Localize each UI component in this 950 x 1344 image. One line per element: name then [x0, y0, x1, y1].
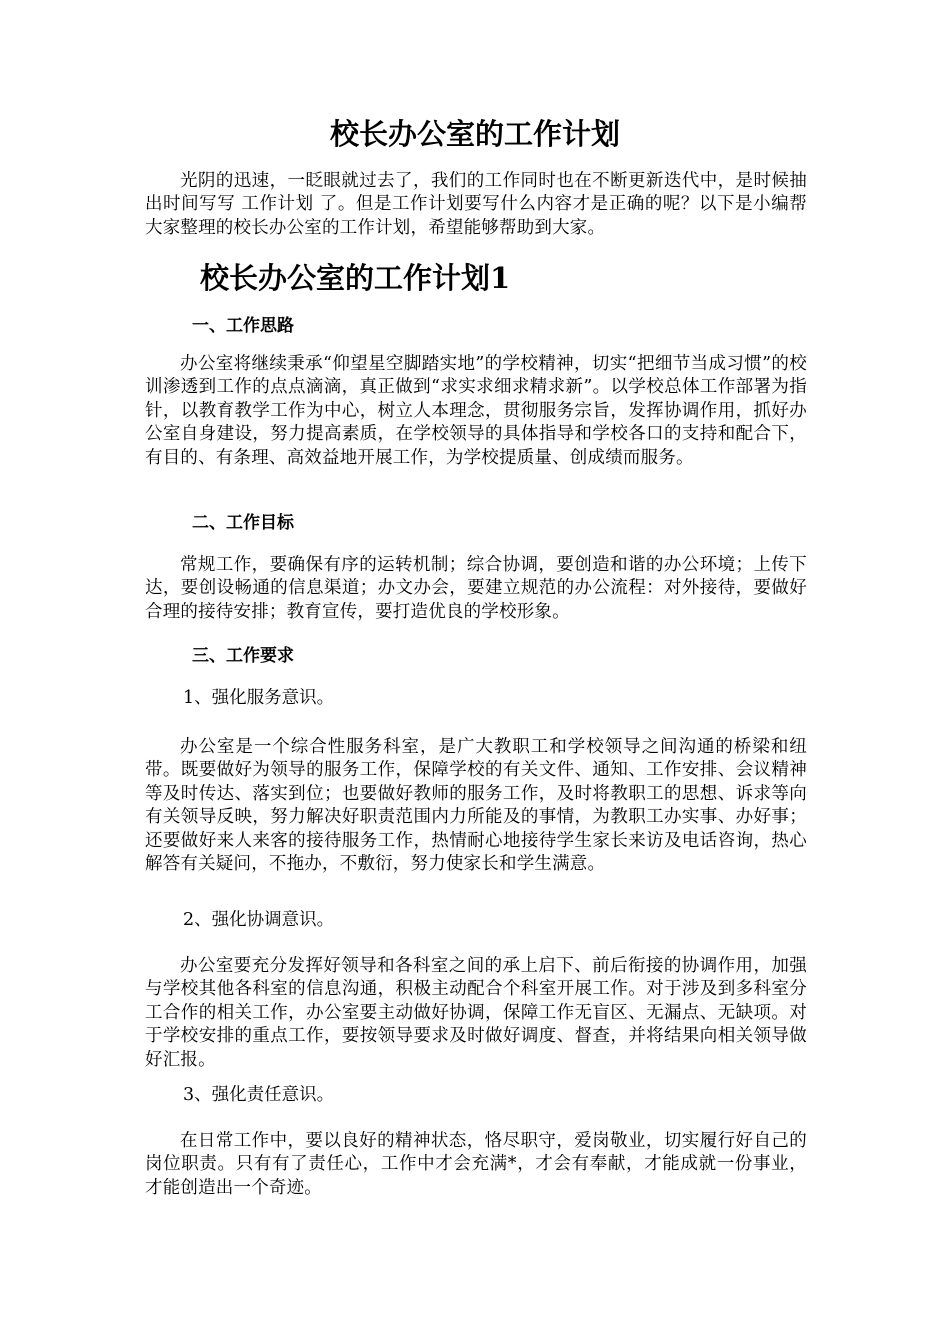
- paragraph-work-goals: 常规工作，要确保有序的运转机制；综合协调，要创造和谐的办公环境；上传下达，要创设畅通的信息渠道；办文办会，要建立规范的办公流程：对外接待，要做好合理的接待安排；教育宣传，要打造优良的学校形象。: [145, 555, 807, 622]
- section-title: 校长办公室的工作计划1: [200, 261, 511, 295]
- intro-paragraph: 光阴的迅速，一眨眼就过去了，我们的工作同时也在不断更新迭代中，是时候抽出时间写写 工作计划 了。但是工作计划要写什么内容才是正确的呢？以下是小编帮大家整理的校长办公室的工作计划，希望能够帮助到大家。: [145, 171, 807, 238]
- list-item-responsibility: 3、强化责任意识。: [183, 1085, 335, 1105]
- list-item-service: 1、强化服务意识。: [183, 688, 335, 708]
- paragraph-coordination: 办公室要充分发挥好领导和各科室之间的承上启下、前后衔接的协调作用，加强与学校其他各科室的信息沟通，积极主动配合个科室开展工作。对于涉及到多科室分工合作的相关工作，办公室要主动做好协调，保障工作无盲区、无漏点、无缺项。对于学校安排的重点工作，要按领导要求及时做好调度、督查，并将结果向相关领导做好汇报。: [145, 956, 807, 1070]
- heading-work-requirements: 三、工作要求: [192, 646, 294, 666]
- paragraph-service: 办公室是一个综合性服务科室，是广大教职工和学校领导之间沟通的桥梁和纽带。既要做好为领导的服务工作，保障学校的有关文件、通知、工作安排、会议精神等及时传达、落实到位；也要做好教师的服务工作，及时将教职工的思想、诉求等向有关领导反映，努力解决好职责范围内力所能及的事情，为教职工办实事、办好事；还要做好来人来客的接待服务工作，热情耐心地接待学生家长来访及电话咨询，热心解答有关疑问，不拖办，不敷衍，努力使家长和学生满意。: [145, 737, 807, 875]
- paragraph-responsibility: 在日常工作中，要以良好的精神状态，恪尽职守，爱岗敬业，切实履行好自己的岗位职责。只有有了责任心，工作中才会充满*，才会有奉献，才能成就一份事业，才能创造出一个奇迹。: [145, 1131, 807, 1198]
- document-title: 校长办公室的工作计划: [329, 117, 620, 151]
- heading-work-approach: 一、工作思路: [192, 316, 294, 336]
- list-item-coordination: 2、强化协调意识。: [183, 910, 335, 930]
- paragraph-work-approach: 办公室将继续秉承“仰望星空脚踏实地”的学校精神，切实“把细节当成习惯”的校训渗透到工作的点点滴滴，真正做到“求实求细求精求新”。以学校总体工作部署为指针，以教育教学工作为中心，树立人本理念，贯彻服务宗旨，发挥协调作用，抓好办公室自身建设，努力提高素质，在学校领导的具体指导和学校各口的支持和配合下，有目的、有条理、高效益地开展工作，为学校提质量、创成绩而服务。: [145, 354, 807, 468]
- heading-work-goals: 二、工作目标: [192, 513, 294, 533]
